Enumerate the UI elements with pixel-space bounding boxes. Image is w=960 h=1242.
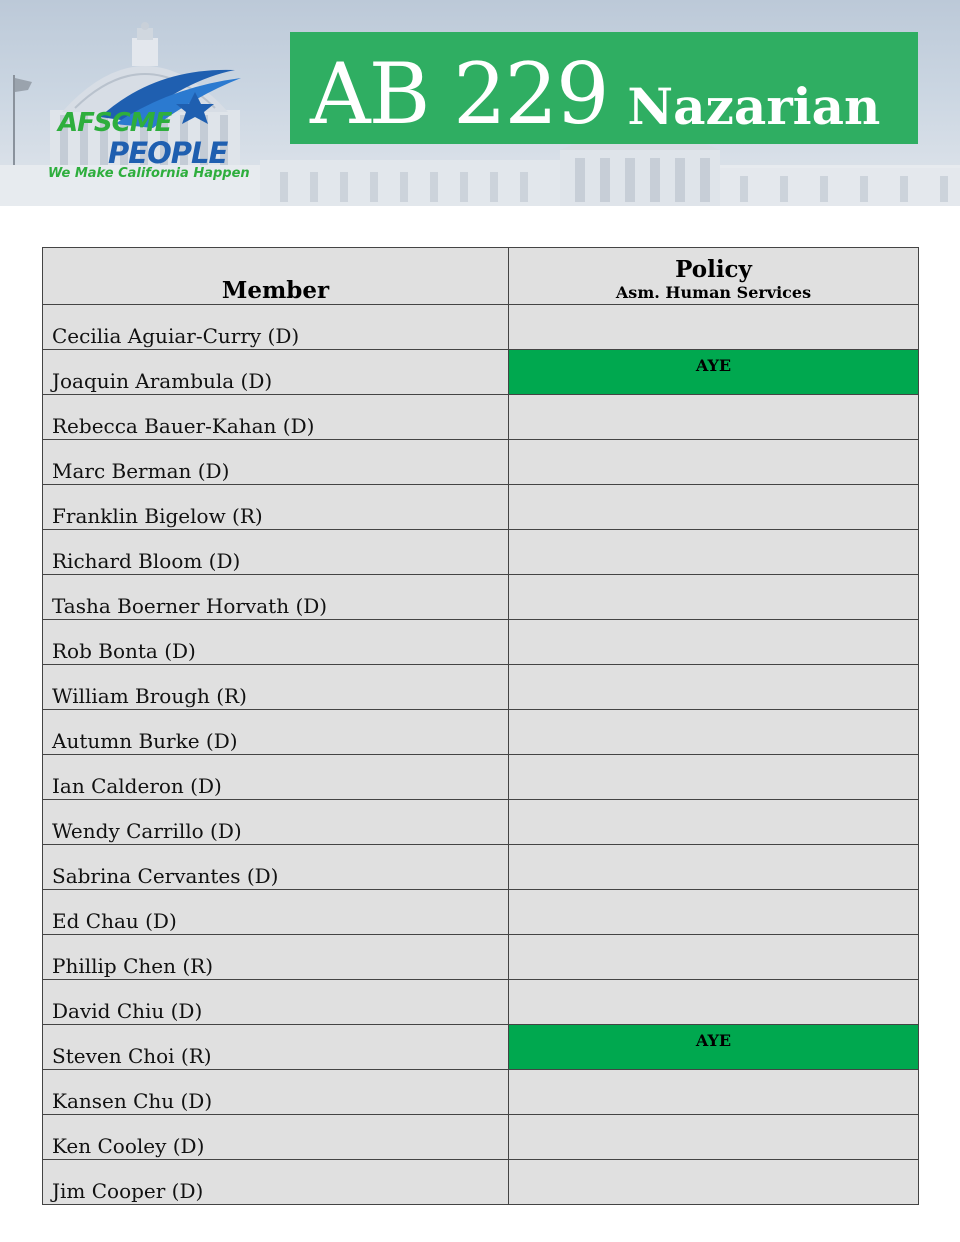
- table-row: [43, 350, 919, 395]
- member-name-cell: Ken Cooley (D): [43, 1115, 509, 1160]
- logo-tagline: We Make California Happen: [48, 166, 250, 181]
- table-row: [43, 935, 919, 980]
- table-row: [43, 1160, 919, 1205]
- table-row: [43, 305, 919, 350]
- table-row: [43, 980, 919, 1025]
- vote-empty-cell: [509, 935, 919, 980]
- member-name-cell: William Brough (R): [43, 665, 509, 710]
- vote-empty-cell: [509, 980, 919, 1025]
- table-row: [43, 755, 919, 800]
- vote-empty-cell: [509, 1070, 919, 1115]
- table-row: [43, 800, 919, 845]
- table-row: [43, 1115, 919, 1160]
- table-row: [43, 665, 919, 710]
- vote-empty-cell: [509, 1115, 919, 1160]
- table-row: [43, 620, 919, 665]
- member-name-cell: Joaquin Arambula (D): [43, 350, 509, 395]
- vote-aye-cell: AYE: [509, 350, 919, 395]
- table-row: [43, 395, 919, 440]
- member-name-cell: Jim Cooper (D): [43, 1160, 509, 1205]
- member-name-cell: Sabrina Cervantes (D): [43, 845, 509, 890]
- table-row: [43, 1070, 919, 1115]
- vote-empty-cell: [509, 575, 919, 620]
- vote-empty-cell: [509, 800, 919, 845]
- member-name-cell: Ian Calderon (D): [43, 755, 509, 800]
- vote-empty-cell: [509, 710, 919, 755]
- logo-afscme-text: AFSCME: [58, 108, 172, 138]
- vote-empty-cell: [509, 890, 919, 935]
- table-row: [43, 440, 919, 485]
- table-row: [43, 1025, 919, 1070]
- vote-rows: [43, 305, 919, 1205]
- policy-committee-name: Asm. Human Services: [615, 283, 812, 302]
- logo-people-text: PEOPLE: [108, 136, 228, 170]
- vote-empty-cell: [509, 530, 919, 575]
- member-name-cell: David Chiu (D): [43, 980, 509, 1025]
- table-row: [43, 530, 919, 575]
- member-name-cell: Cecilia Aguiar-Curry (D): [43, 305, 509, 350]
- member-name-cell: Kansen Chu (D): [43, 1070, 509, 1115]
- member-name-cell: Wendy Carrillo (D): [43, 800, 509, 845]
- vote-empty-cell: [509, 305, 919, 350]
- member-name-cell: Autumn Burke (D): [43, 710, 509, 755]
- header-banner: [0, 0, 960, 206]
- vote-empty-cell: [509, 665, 919, 710]
- table-row: [43, 485, 919, 530]
- bill-number: AB 229: [310, 45, 608, 143]
- bill-title-box: [290, 32, 918, 144]
- member-name-cell: Steven Choi (R): [43, 1025, 509, 1070]
- vote-aye-cell: AYE: [509, 1025, 919, 1070]
- member-name-cell: Ed Chau (D): [43, 890, 509, 935]
- member-name-cell: Richard Bloom (D): [43, 530, 509, 575]
- vote-record-table: [42, 247, 919, 1205]
- vote-empty-cell: [509, 620, 919, 665]
- vote-empty-cell: [509, 755, 919, 800]
- policy-column-title: Policy: [675, 256, 752, 283]
- member-name-cell: Franklin Bigelow (R): [43, 485, 509, 530]
- member-name-cell: Rob Bonta (D): [43, 620, 509, 665]
- member-name-cell: Marc Berman (D): [43, 440, 509, 485]
- table-row: [43, 710, 919, 755]
- vote-empty-cell: [509, 395, 919, 440]
- table-row: [43, 845, 919, 890]
- member-name-cell: Phillip Chen (R): [43, 935, 509, 980]
- table-row: [43, 575, 919, 620]
- vote-empty-cell: [509, 485, 919, 530]
- policy-column-header: [509, 248, 919, 305]
- vote-empty-cell: [509, 1160, 919, 1205]
- member-name-cell: Rebecca Bauer-Kahan (D): [43, 395, 509, 440]
- bill-author: Nazarian: [627, 77, 881, 136]
- vote-empty-cell: [509, 845, 919, 890]
- vote-empty-cell: [509, 440, 919, 485]
- afscme-people-logo: [40, 62, 280, 192]
- member-column-header: Member: [43, 248, 509, 305]
- table-header-row: [43, 248, 919, 305]
- member-name-cell: Tasha Boerner Horvath (D): [43, 575, 509, 620]
- table-row: [43, 890, 919, 935]
